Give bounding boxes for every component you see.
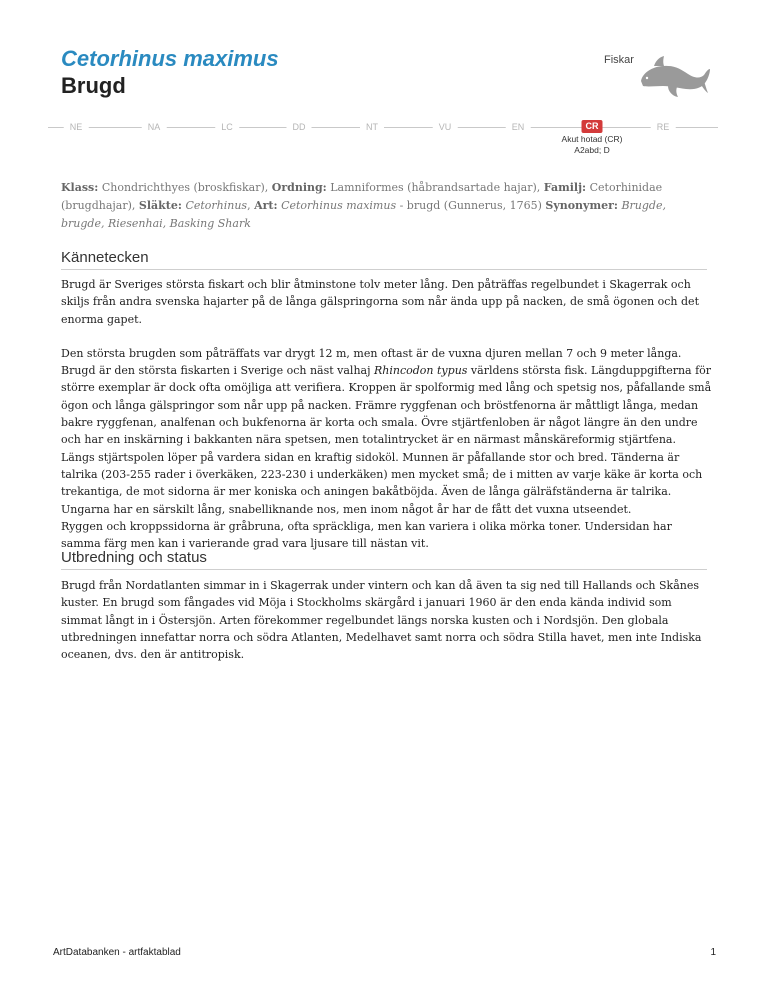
section-heading-kannetecken: Kännetecken (61, 249, 707, 270)
klass-label: Klass: (61, 181, 99, 194)
redlist-scale (48, 120, 718, 160)
synonymer-label: Synonymer: (545, 199, 618, 212)
kannetecken-paragraph-1: Brugd är Sveriges största fiskart och blir åtminstone tolv meter lång. Den påträffas regelbundet i Skagerrak och skiljs från andra svenska hajarter på de långa gälspringorna som når ända upp på nacken, de små ögonen och det enorma gapet. (61, 278, 699, 326)
art-value: Cetorhinus maximus (281, 199, 397, 212)
category-re: RE (651, 121, 676, 133)
synonymer-value: Brugde, brugde, Riesenhai, Basking Shark (61, 199, 666, 230)
klass-value: Chondrichthyes (broskfiskar), (101, 181, 269, 194)
kannetecken-p2-start: Den största brugden som påträffats var drygt 12 m, men oftast är de vuxna djuren mellan 7 och 9 meter långa. Brugd är den största fiskarten i Sverige och näst valhaj (61, 346, 682, 378)
category-caption-criteria: A2abd; D (574, 145, 610, 155)
section-heading-utbredning: Utbredning och status (61, 549, 707, 570)
fish-icon (638, 51, 712, 99)
slakte-label: Släkte: (138, 199, 182, 212)
category-caption-name: Akut hotad (CR) (561, 134, 623, 144)
category-dd: DD (287, 121, 312, 133)
ordning-value: Lamniformes (håbrandsartade hajar), (330, 181, 541, 194)
category-lc: LC (215, 121, 239, 133)
familj-value: Cetorhinidae (brugdhajar), (61, 181, 663, 212)
familj-label: Familj: (543, 181, 587, 194)
slakte-value: Cetorhinus (185, 199, 248, 212)
page-number: 1 (710, 947, 716, 958)
category-na: NA (142, 121, 167, 133)
scientific-name: Cetorhinus maximus (61, 46, 279, 71)
art-label: Art: (254, 199, 278, 212)
ordning-label: Ordning: (271, 181, 327, 194)
kannetecken-p2-end: världens största fisk. Längduppgifterna för större exemplar är dock ofta omöjliga att verifiera. Kroppen är spolformig med lång och spetsig nos, påfallande små ögon och långa gälspringor som når upp på nacken. Främre ryggfenan och bröstfenorna är måttligt långa, medan bakre ryggfenan, analfenan och bukfenorna är korta och smala. Övre stjärtfenloben är något längre än den undre och har en inskärning i bakkanten nära spetsen, men totalintrycket är en närmast månskäreformig stjärtfena. Längs stjärtspolen löper på vardera sidan en kraftig sidoköl. Munnen är påfallande stor och bred. Tänderna är talrika (203-255 rader i överkäken, 223-230 i underkäken) men mycket små; de i mitten av varje käke är korta och trekantiga, de mot sidorna är mer koniska och aningen bakåtböjda. Även de långa gälräfständerna är talrika. Ungarna har en särskilt lång, snabelliknande nos, men inom något år har de fått det vuxna utseendet. (61, 364, 712, 516)
utbredning-paragraph-1: Brugd från Nordatlanten simmar in i Skagerrak under vintern och kan då även ta sig ned till Hallands och Skånes kuster. En brugd som fångades vid Möja i Stockholms skärgård i januari 1960 är den enda kända individ som simmat långt in i Östersjön. Arten förekommer regelbundet längs norska kusten och i Nordsjön. Den globala utbredningen innefattar norra och södra Atlanten, Medelhavet samt norra och södra Stilla havet, men inte Indiska oceanen, dvs. den är antitropisk. (61, 579, 702, 662)
category-caption (562, 134, 623, 156)
taxonomy-block: Klass: Chondrichthyes (broskfiskar), Ordning: Lamniformes (håbrandsartade hajar), Familj: Cetorhinidae (brugdhajar), Släkte: Cetorhinus, Art: Cetorhinus maximus - brugd (Gunnerus, 1765) Synonymer: Brugde, brugde, Riesenhai, Basking Shark (61, 181, 666, 230)
art-author: - brugd (Gunnerus, 1765) (399, 199, 542, 212)
kannetecken-paragraph-2 (61, 345, 713, 518)
category-en: EN (506, 121, 531, 133)
common-name: Brugd (61, 73, 126, 98)
category-cr-active: CR (582, 120, 603, 133)
section-body-utbredning (61, 577, 713, 663)
species-name-rhincodon: Rhincodon typus (374, 364, 468, 378)
category-nt: NT (360, 121, 384, 133)
footer-source: ArtDatabanken - artfaktablad (53, 947, 181, 958)
category-vu: VU (433, 121, 458, 133)
group-label: Fiskar (604, 54, 634, 66)
category-ne: NE (64, 121, 89, 133)
kannetecken-paragraph-3: Ryggen och kroppssidorna är gråbruna, ofta spräckliga, men kan variera i olika mörka toner. Undersidan har samma färg men kan i varierande grad vara ljusare till nästan vit. (61, 519, 672, 551)
section-body-kannetecken (61, 276, 713, 552)
